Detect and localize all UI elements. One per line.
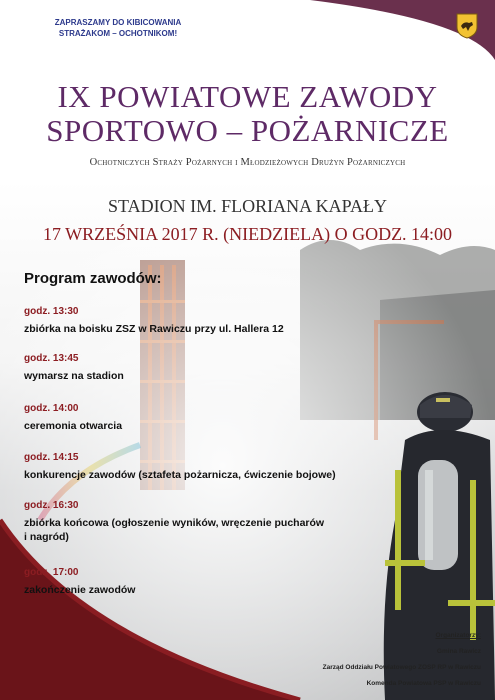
venue: STADION IM. FLORIANA KAPAŁY xyxy=(108,196,387,216)
event-title-line-1: IX POWIATOWE ZAWODY xyxy=(57,79,438,114)
organizers-heading: Organizatorzy: xyxy=(435,632,481,639)
tagline-line-1: ZAPRASZAMY DO KIBICOWANIA xyxy=(54,18,182,27)
program-item-description xyxy=(24,516,424,544)
event-subtitle: Ochotniczych Straży Pożarnych i Młodzieżowych Drużyn Pożarniczych xyxy=(89,157,406,168)
program-heading: Program zawodów: xyxy=(24,270,162,287)
program-item-description-line-1: zbiórka końcowa (ogłoszenie wyników, wręczenie pucharów xyxy=(24,517,325,529)
program-item-time: godz. 14:15 xyxy=(24,452,79,463)
program-item xyxy=(24,499,424,544)
program-item-time: godz. 17:00 xyxy=(24,567,79,578)
organizer-item: Zarząd Oddziału Powiatowego ZOSP RP w Rawiczu xyxy=(322,664,481,671)
program-item-time: godz. 14:00 xyxy=(24,403,79,414)
tagline xyxy=(33,17,203,39)
program-item-description: zbiórka na boisku ZSZ w Rawiczu przy ul. Hallera 12 xyxy=(24,323,284,335)
program-item xyxy=(24,566,384,597)
program-item-description-line-2: i nagród) xyxy=(24,531,69,543)
program-item-time: godz. 13:30 xyxy=(24,306,79,317)
event-title-line-2: SPORTOWO – POŻARNICZE xyxy=(46,113,449,148)
program-item-description: ceremonia otwarcia xyxy=(24,420,123,432)
program-item-time: godz. 13:45 xyxy=(24,353,79,364)
program-item xyxy=(24,402,384,433)
program-item xyxy=(24,451,424,482)
program-item-description: konkurencje zawodów (sztafeta pożarnicza, ćwiczenie bojowe) xyxy=(24,469,336,481)
program-item xyxy=(24,305,384,336)
organizer-item: Gmina Rawicz xyxy=(436,648,481,655)
organizers xyxy=(323,628,481,692)
program-item xyxy=(24,352,384,383)
tagline-line-2: STRAŻAKOM – OCHOTNIKOM! xyxy=(58,29,178,38)
crest-icon xyxy=(456,13,478,39)
program-item-description: wymarsz na stadion xyxy=(24,370,124,382)
program-item-time: godz. 16:30 xyxy=(24,500,79,511)
organizer-item: Komenda Powiatowa PSP w Rawiczu xyxy=(366,680,481,687)
event-datetime: 17 WRZEŚNIA 2017 R. (NIEDZIELA) O GODZ. 14:00 xyxy=(42,224,453,244)
program-item-description: zakończenie zawodów xyxy=(24,584,136,596)
